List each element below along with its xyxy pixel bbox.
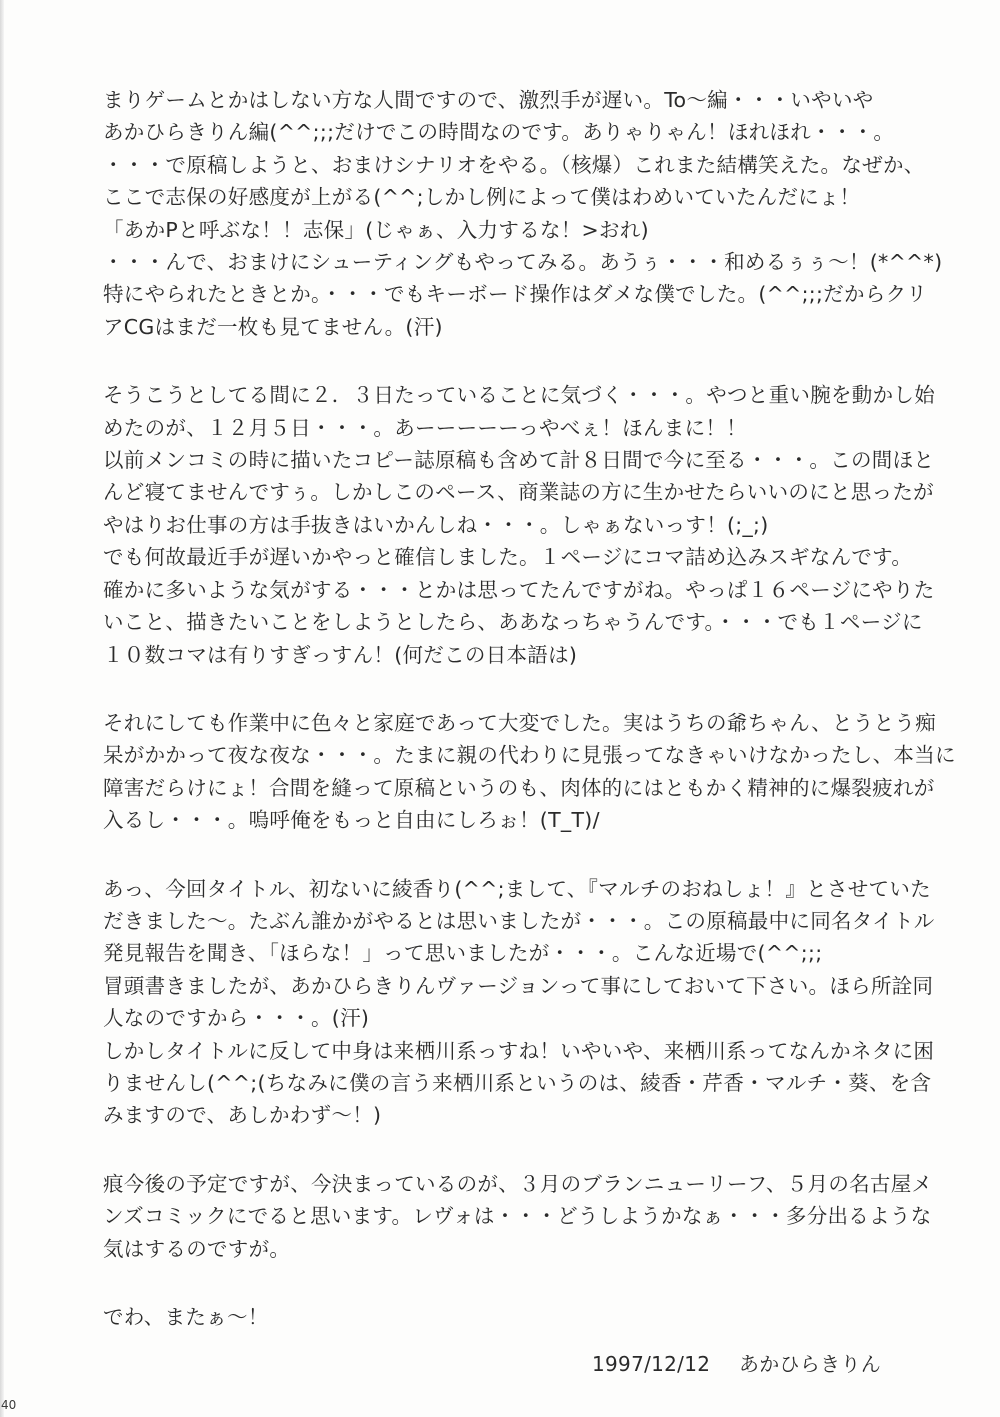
signature-date: 1997/12/12 [592, 1352, 711, 1376]
signature [592, 1348, 881, 1377]
text-line: そうこうとしてる間に２．３日たっていることに気づく・・・。やつと重い腕を動かし始 [103, 383, 935, 408]
paragraph-5 [103, 1168, 933, 1265]
text-line: 人なのですから・・・。(汗) [103, 1006, 370, 1031]
text-line: 確かに多いような気がする・・・とかは思ってたんですがね。やっぱ１６ページにやりた [103, 577, 935, 602]
paragraph-4 [103, 873, 933, 1132]
text-line: 冒頭書きましたが、あかひらきりんヴァージョンって事にしておいて下さい。ほら所詮同 [103, 973, 934, 998]
text-line: ・・・で原稿しようと、おまけシナリオをやる。（核爆）これまた結構笑えた。なぜか、 [103, 152, 925, 177]
text-line: 入るし・・・。嗚呼俺をもっと自由にしろぉ！(T_T)/ [103, 808, 600, 833]
text-line: 気はするのですが。 [103, 1236, 291, 1261]
text-line: りませんし(^^;(ちなみに僕の言う来栖川系というのは、綾香・芹香・マルチ・葵、を含 [103, 1070, 932, 1095]
text-line: アCGはまだ一枚も見てません。(汗) [103, 314, 443, 339]
text-line: だきました～。たぶん誰かがやるとは思いましたが・・・。この原稿最中に同名タイトル [103, 908, 935, 933]
text-line: 呆がかかって夜な夜な・・・。たまに親の代わりに見張ってなきゃいけなかったし、本当に [103, 743, 956, 768]
text-line: やはりお仕事の方は手抜きはいかんしね・・・。しゃぁないっす！(;_;) [103, 512, 769, 537]
text-line: あかひらきりん編(^^;;;だけでこの時間なのです。ありゃりゃん！ほれほれ・・・。 [103, 120, 895, 145]
text-line: 「あかPと呼ぶな！！志保」(じゃぁ、入力するな！>おれ) [103, 217, 649, 242]
page-edge [0, 0, 4, 1417]
paragraph-1 [103, 84, 943, 343]
text-line: ンズコミックにでると思います。レヴォは・・・どうしようかなぁ・・・多分出るような [103, 1204, 932, 1229]
text-line: みますので、あしかわず～！) [103, 1103, 382, 1128]
paragraph-3 [103, 707, 956, 837]
text-line: めたのが、１２月５日・・・。あーーーーーっやべぇ！ほんまに！！ [103, 415, 747, 440]
text-line: 障害だらけにょ！合間を縫って原稿というのも、肉体的にはともかく精神的に爆裂疲れが [103, 775, 935, 800]
text-line: あっ、今回タイトル、初ないに綾香り(^^;まして、『マルチのおねしょ！』とさせていた [103, 876, 931, 901]
text-line: ここで志保の好感度が上がる(^^;しかし例によって僕はわめいていたんだにょ！ [103, 185, 861, 210]
text-line: 以前メンコミの時に描いたコピー誌原稿も含めて計８日間で今に至る・・・。この間ほと [103, 448, 935, 473]
text-line: １０数コマは有りすぎっすん！(何だこの日本語は) [103, 642, 578, 667]
text-line: ・・・んで、おまけにシューティングもやってみる。あうぅ・・・和めるぅぅ～！(*^^*) [103, 250, 943, 275]
text-line: 痕今後の予定ですが、今決まっているのが、３月のブランニューリーフ、５月の名古屋メ [103, 1171, 933, 1196]
text-line: いこと、描きたいことをしようとしたら、ああなっちゃうんです。・・・でも１ページに [103, 610, 923, 635]
closing-paragraph [103, 1301, 933, 1333]
text-line: でも何故最近手が遅いかやっと確信しました。１ページにコマ詰め込みスギなんです。 [103, 545, 913, 570]
page-number: 40 [1, 1398, 17, 1412]
text-line: 特にやられたときとか。・・・でもキーボード操作はダメな僕でした。(^^;;;だからクリ [103, 282, 928, 307]
text-line: それにしても作業中に色々と家庭であって大変でした。実はうちの爺ちゃん、とうとう痴 [103, 710, 937, 735]
closing-line: でわ、またぁ～！ [103, 1305, 269, 1329]
afterword-text [103, 84, 956, 1369]
paragraph-2 [103, 379, 933, 671]
text-line: 発見報告を聞き、「ほらな！」って思いましたが・・・。こんな近場で(^^;;; [103, 941, 823, 966]
signature-author: あかひらきりん [738, 1352, 882, 1376]
text-line: んど寝てませんですぅ。しかしこのペース、商業誌の方に生かせたらいいのにと思ったが [103, 480, 934, 505]
text-line: しかしタイトルに反して中身は来栖川系っすね！いやいや、来栖川系ってなんかネタに困 [103, 1038, 935, 1063]
text-line: まりゲームとかはしない方な人間ですので、激烈手が遅い。To～編・・・いやいや [103, 88, 874, 112]
